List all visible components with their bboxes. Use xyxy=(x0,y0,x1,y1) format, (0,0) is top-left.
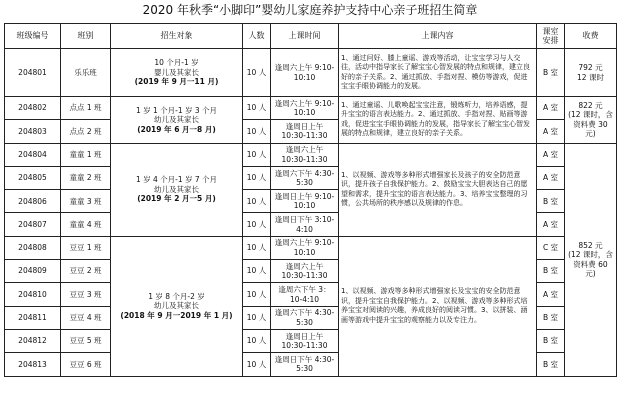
fee-cell xyxy=(565,49,617,97)
class-name: 童童 1 班 xyxy=(61,143,111,166)
table-header-row xyxy=(5,24,617,49)
fee-amount: 852 元 xyxy=(578,240,603,250)
class-count: 10 人 xyxy=(243,283,271,306)
target-range: (2019 年 9 月一11 月) xyxy=(134,77,219,87)
target-range: (2019 年 6 月一8 月) xyxy=(137,124,216,134)
target-who: 幼儿及其家长 xyxy=(154,301,199,311)
class-code: 204803 xyxy=(5,120,61,143)
class-time: 逢周日上午 9:10-10:10 xyxy=(271,190,339,213)
target-cell xyxy=(111,143,243,236)
class-code: 204802 xyxy=(5,97,61,120)
class-code: 204811 xyxy=(5,306,61,329)
class-room: A 室 xyxy=(537,97,565,120)
content-cell: 1、通过童谣、儿歌唤起宝宝注意，锻炼听力，培养语感，提升宝宝的语言表达能力。2、通过抓放、手指对捏、贴画等游戏，促进宝宝手眼协调能力的发展，指导家长了解宝宝心智发展的特点和规律，建立良好的亲子关系。 xyxy=(339,97,537,144)
target-cell xyxy=(111,97,243,144)
class-room: B 室 xyxy=(537,329,565,352)
class-name: 豆豆 1 班 xyxy=(61,236,111,259)
class-name: 童童 4 班 xyxy=(61,213,111,236)
class-count: 10 人 xyxy=(243,260,271,283)
class-code: 204812 xyxy=(5,329,61,352)
class-room: B 室 xyxy=(537,260,565,283)
class-name: 乐乐班 xyxy=(61,49,111,97)
class-code: 204804 xyxy=(5,143,61,166)
class-room: A 室 xyxy=(537,283,565,306)
target-range: (2019 年 2 月一5 月) xyxy=(137,194,216,204)
class-time: 逢周六下午 4:30-5:30 xyxy=(271,306,339,329)
fee-amount: 792 元 xyxy=(578,63,603,72)
content-cell: 1、以视频、游戏等多种形式增强家长及宝宝的安全防范意识，提升宝宝自我保护能力。2、以视频、游戏等多种形式培养宝宝对阅读的兴趣，养成良好的阅读习惯。3、以拼装、涵画等游戏中提升宝宝的观察能力以及专注力。 xyxy=(339,236,537,376)
header-target: 招生对象 xyxy=(111,24,243,49)
header-fee: 收费 xyxy=(565,24,617,49)
class-room: A 室 xyxy=(537,120,565,143)
content-cell: 1、以视频、游戏等多种形式增强家长及孩子的安全防范意识，提升孩子自我保护能力。2、鼓励宝宝大胆表达自己的愿望和需求，提升宝宝的语言表达能力。3、培养宝宝整理的习惯，公共场所的秩序感以及规律的作息。 xyxy=(339,143,537,236)
class-count: 10 人 xyxy=(243,213,271,236)
fee-detail: (12 课时，含资料费 30 元) xyxy=(568,110,613,139)
class-code: 204810 xyxy=(5,283,61,306)
class-code: 204805 xyxy=(5,166,61,189)
class-count: 10 人 xyxy=(243,236,271,259)
table-row xyxy=(5,49,617,97)
class-name: 点点 1 班 xyxy=(61,97,111,120)
class-room: A 室 xyxy=(537,166,565,189)
class-count: 10 人 xyxy=(243,166,271,189)
class-code: 204807 xyxy=(5,213,61,236)
class-time: 逢周六上午 10:30-11:30 xyxy=(271,143,339,166)
class-count: 10 人 xyxy=(243,143,271,166)
class-count: 10 人 xyxy=(243,49,271,97)
class-time: 逢周日下午 4:30-5:30 xyxy=(271,353,339,376)
class-name: 童童 3 班 xyxy=(61,190,111,213)
content-cell: 1、通过问好、膝上童谣、游戏等活动，让宝宝学习与人交往，活动中指导家长了解宝宝心智发展的特点和规律，建立良好的亲子关系。2、通过抓放、手指对捏、模仿等游戏，促进宝宝手眼协调能力的发展。 xyxy=(339,49,537,97)
class-code: 204813 xyxy=(5,353,61,376)
class-room: B 室 xyxy=(537,190,565,213)
class-time: 逢周日上午 10:30-11:30 xyxy=(271,329,339,352)
target-cell xyxy=(111,236,243,376)
target-cell xyxy=(111,49,243,97)
class-time: 逢周日上午 10:30-11:30 xyxy=(271,120,339,143)
class-time: 逢周六上午 9:10-10:10 xyxy=(271,236,339,259)
class-time: 逢周六下午 3：10-4:10 xyxy=(271,283,339,306)
class-time: 逢周六下午 4:30-5:30 xyxy=(271,166,339,189)
class-count: 10 人 xyxy=(243,306,271,329)
class-count: 10 人 xyxy=(243,190,271,213)
class-name: 豆豆 5 班 xyxy=(61,329,111,352)
class-count: 10 人 xyxy=(243,353,271,376)
class-room: B 室 xyxy=(537,49,565,97)
fee-cell xyxy=(565,143,617,376)
class-room: B 室 xyxy=(537,353,565,376)
target-range: (2018 年 9 月一2019 年 1 月) xyxy=(120,310,233,320)
class-name: 豆豆 6 班 xyxy=(61,353,111,376)
class-name: 点点 2 班 xyxy=(61,120,111,143)
fee-detail: (12 课时，含资料费 60 元) xyxy=(568,250,613,279)
header-class: 班别 xyxy=(61,24,111,49)
class-count: 10 人 xyxy=(243,97,271,120)
page-title: 2020 年秋季“小脚印”婴幼儿家庭养护支持中心亲子班招生简章 xyxy=(142,3,478,17)
header-count: 人数 xyxy=(243,24,271,49)
fee-cell xyxy=(565,97,617,144)
class-name: 豆豆 2 班 xyxy=(61,260,111,283)
target-age: 1 岁 1 个月-1 岁 3 个月 xyxy=(135,105,218,115)
class-count: 10 人 xyxy=(243,120,271,143)
class-code: 204809 xyxy=(5,260,61,283)
target-age: 10 个月-1 岁 xyxy=(154,58,199,68)
table-row xyxy=(5,143,617,166)
fee-detail: 12 课时 xyxy=(577,72,604,82)
class-name: 豆豆 4 班 xyxy=(61,306,111,329)
class-count: 10 人 xyxy=(243,329,271,352)
class-room: B 室 xyxy=(537,306,565,329)
target-who: 婴儿及其家长 xyxy=(154,67,199,77)
class-code: 204801 xyxy=(5,49,61,97)
table-row xyxy=(5,236,617,259)
enrollment-table xyxy=(4,23,617,377)
header-code: 班级编号 xyxy=(5,24,61,49)
class-room: A 室 xyxy=(537,213,565,236)
class-room: A 室 xyxy=(537,143,565,166)
target-who: 幼儿及其家长 xyxy=(154,184,199,194)
table-row xyxy=(5,97,617,120)
fee-amount: 822 元 xyxy=(578,100,603,110)
class-time: 逢周六上午 9:10-10:10 xyxy=(271,49,339,97)
header-content: 上课内容 xyxy=(339,24,537,49)
target-who: 幼儿及其家长 xyxy=(154,115,199,125)
class-name: 童童 2 班 xyxy=(61,166,111,189)
class-code: 204808 xyxy=(5,236,61,259)
class-time: 逢周日下午 3:10-4:10 xyxy=(271,213,339,236)
class-time: 逢周六上午 9:10-10:10 xyxy=(271,97,339,120)
class-name: 豆豆 3 班 xyxy=(61,283,111,306)
header-room: 课室安排 xyxy=(537,24,565,49)
target-age: 1 岁 4 个月-1 岁 7 个月 xyxy=(135,175,218,185)
class-room: C 室 xyxy=(537,236,565,259)
class-code: 204806 xyxy=(5,190,61,213)
header-time: 上课时间 xyxy=(271,24,339,49)
target-age: 1 岁 8 个月-2 岁 xyxy=(148,291,205,301)
class-time: 逢周六上午 10:30-11:30 xyxy=(271,260,339,283)
